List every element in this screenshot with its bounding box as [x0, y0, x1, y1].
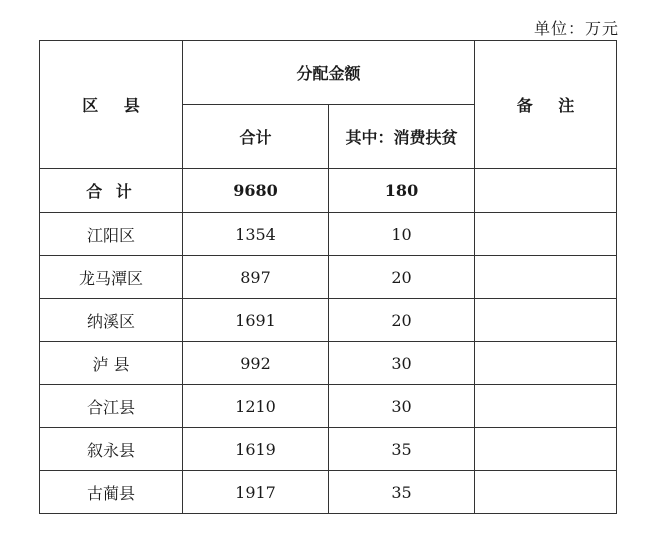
unit-label: 单位：万元 — [533, 19, 619, 38]
table-row — [40, 428, 617, 471]
table-row — [40, 342, 617, 385]
table-row — [40, 213, 617, 256]
row-poverty: 35 — [329, 471, 475, 514]
header-subtotal: 合计 — [183, 105, 329, 169]
row-name: 泸 县 — [40, 342, 183, 385]
total-name: 合 计 — [40, 169, 183, 213]
total-row — [40, 169, 617, 213]
table-row — [40, 471, 617, 514]
table-row — [40, 299, 617, 342]
row-poverty: 30 — [329, 385, 475, 428]
row-name: 叙永县 — [40, 428, 183, 471]
row-poverty: 35 — [329, 428, 475, 471]
row-name: 古蔺县 — [40, 471, 183, 514]
total-remark — [475, 169, 617, 213]
row-remark — [475, 428, 617, 471]
row-amount: 1210 — [183, 385, 329, 428]
row-amount: 897 — [183, 256, 329, 299]
row-amount: 1619 — [183, 428, 329, 471]
row-amount: 1691 — [183, 299, 329, 342]
row-remark — [475, 256, 617, 299]
row-amount: 1917 — [183, 471, 329, 514]
row-name: 龙马潭区 — [40, 256, 183, 299]
header-row-1 — [40, 41, 617, 105]
header-remarks: 备 注 — [475, 41, 617, 169]
header-poverty: 其中：消费扶贫 — [329, 105, 475, 169]
row-name: 纳溪区 — [40, 299, 183, 342]
row-name: 合江县 — [40, 385, 183, 428]
row-poverty: 20 — [329, 256, 475, 299]
row-amount: 1354 — [183, 213, 329, 256]
row-remark — [475, 299, 617, 342]
row-poverty: 10 — [329, 213, 475, 256]
row-remark — [475, 385, 617, 428]
row-amount: 992 — [183, 342, 329, 385]
table-row — [40, 256, 617, 299]
header-allocation: 分配金额 — [183, 41, 475, 105]
allocation-table — [39, 40, 617, 514]
row-remark — [475, 342, 617, 385]
total-poverty: 180 — [329, 169, 475, 213]
table-row — [40, 385, 617, 428]
row-poverty: 30 — [329, 342, 475, 385]
row-poverty: 20 — [329, 299, 475, 342]
row-name: 江阳区 — [40, 213, 183, 256]
total-amount: 9680 — [183, 169, 329, 213]
row-remark — [475, 471, 617, 514]
row-remark — [475, 213, 617, 256]
header-district: 区 县 — [40, 41, 183, 169]
